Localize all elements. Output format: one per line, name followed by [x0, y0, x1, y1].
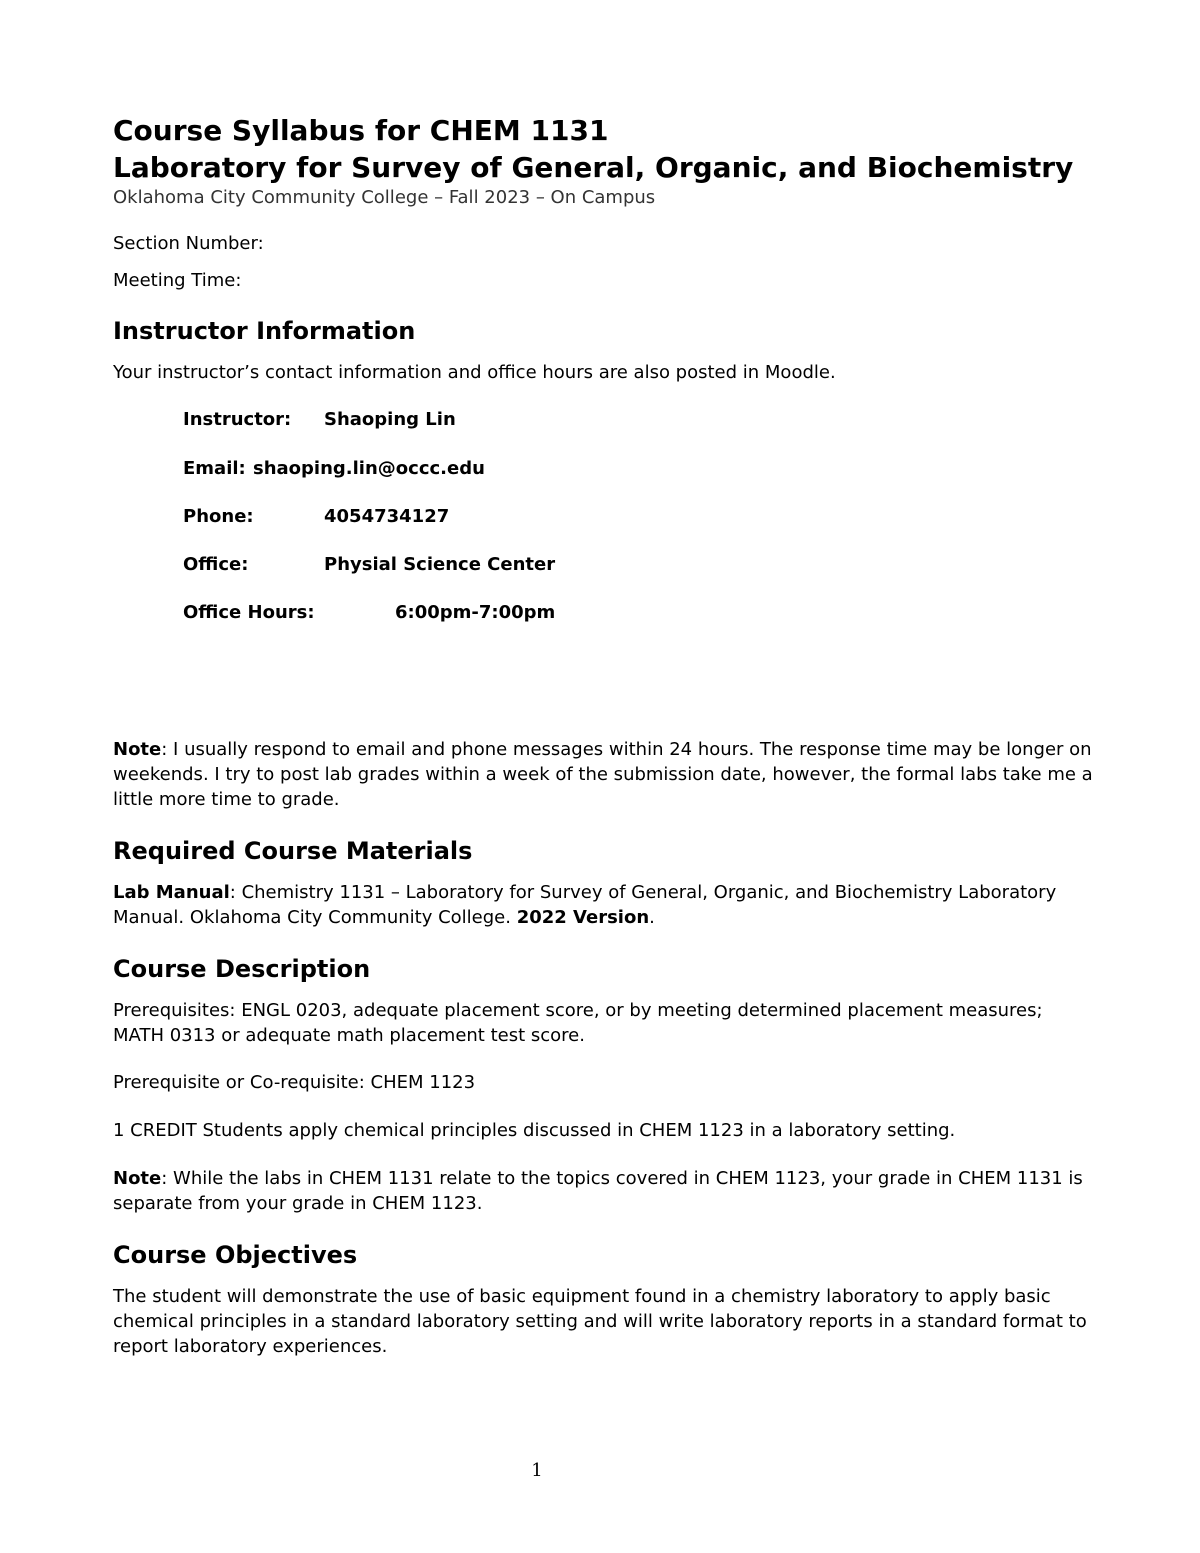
office-row: [183, 553, 1093, 577]
objectives-text: The student will demonstrate the use of basic equipment found in a chemistry laboratory to apply basic chemical principles in a standard laboratory setting and will write laboratory reports in a standard format to report laboratory experiences.: [113, 1286, 1087, 1357]
phone-row: [183, 505, 1093, 529]
document-page: [113, 112, 1093, 1359]
meeting-time: Meeting Time:: [113, 270, 242, 291]
note-label: Note: [113, 739, 162, 760]
title-line-1: Course Syllabus for CHEM 1131: [113, 114, 609, 147]
page-number: 1: [531, 1460, 543, 1481]
instructor-intro: Your instructor’s contact information and office hours are also posted in Moodle.: [113, 362, 836, 383]
description-heading: Course Description: [113, 955, 371, 983]
instructor-note: [113, 737, 1093, 812]
office-hours-label: Office Hours:: [183, 602, 315, 623]
email-link[interactable]: shaoping.lin@occc.edu: [253, 458, 485, 479]
email-row: [183, 457, 1093, 481]
materials-heading: Required Course Materials: [113, 837, 473, 865]
instructor-name: Shaoping Lin: [324, 409, 456, 430]
materials-text: [113, 880, 1093, 930]
lab-manual-version: 2022 Version: [516, 907, 650, 928]
subtitle: Oklahoma City Community College – Fall 2023 – On Campus: [113, 187, 656, 208]
title-line-2: Laboratory for Survey of General, Organic, and Biochemistry: [113, 151, 1074, 184]
office-hours-row: [183, 601, 1093, 625]
office-label: Office:: [183, 554, 249, 575]
instructor-label: Instructor:: [183, 409, 292, 430]
prerequisites: Prerequisites: ENGL 0203, adequate placement score, or by meeting determined placement measures; MATH 0313 or adequate math placement test score.: [113, 1000, 1043, 1046]
objectives-heading: Course Objectives: [113, 1241, 358, 1269]
office-value: Physial Science Center: [324, 554, 556, 575]
lab-manual-label: Lab Manual: [113, 882, 230, 903]
lab-manual-text: : Chemistry 1131 – Laboratory for Survey of General, Organic, and Biochemistry Laboratory Manual. Oklahoma City Community College.: [113, 882, 1057, 928]
corequisite: Prerequisite or Co-requisite: CHEM 1123: [113, 1072, 476, 1093]
office-hours-value: 6:00pm-7:00pm: [395, 602, 556, 623]
phone-value: 4054734127: [324, 506, 450, 527]
credit-description: 1 CREDIT Students apply chemical principles discussed in CHEM 1123 in a laboratory setting.: [113, 1120, 956, 1141]
instructor-row: [183, 408, 1093, 432]
lab-manual-version-end: .: [649, 907, 655, 928]
phone-label: Phone:: [183, 506, 254, 527]
note-text: : I usually respond to email and phone messages within 24 hours. The response time may be longer on weekends. I try to post lab grades within a week of the submission date, however, the formal labs take me a little more time to grade.: [113, 739, 1093, 810]
instructor-info: [183, 408, 1093, 625]
description-note-label: Note: [113, 1168, 162, 1189]
description-note-text: : While the labs in CHEM 1131 relate to the topics covered in CHEM 1123, your grade in CHEM 1131 is separate from your grade in CHEM 1123.: [113, 1168, 1083, 1214]
description-note: [113, 1166, 1093, 1216]
instructor-heading: Instructor Information: [113, 317, 416, 345]
section-number: Section Number:: [113, 233, 264, 254]
email-label: Email:: [183, 458, 246, 479]
